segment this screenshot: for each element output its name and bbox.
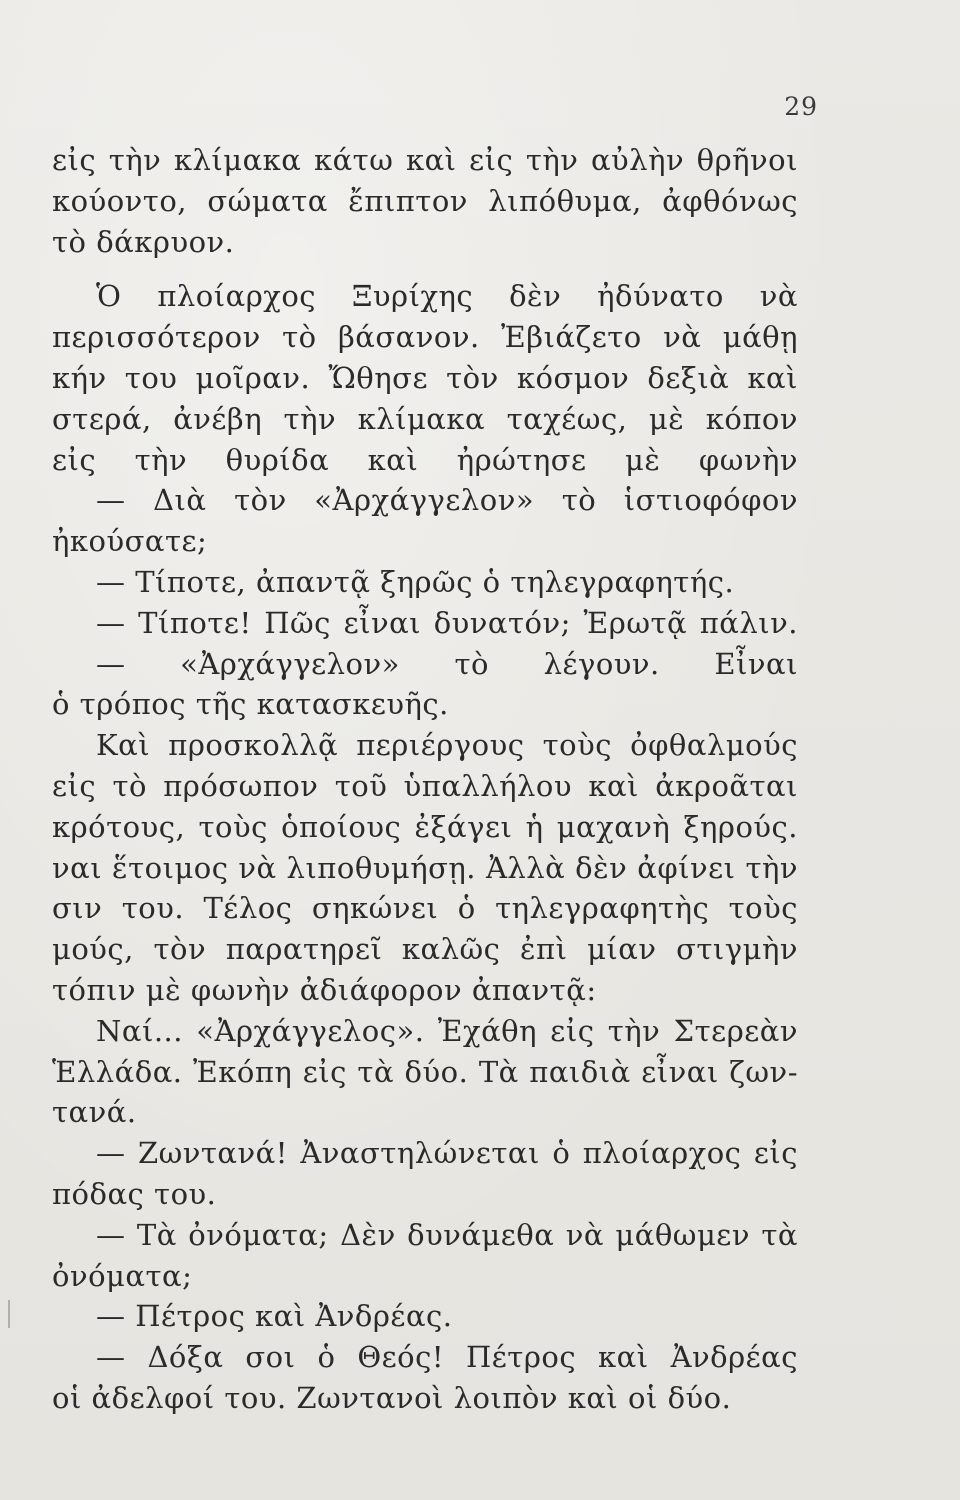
margin-mark [8,1300,10,1328]
text-line: πόδας του. [52,1176,217,1211]
text-line: κρότους, τοὺς ὁποίους ἐξάγει ἡ μαχανὴ ξηρούς. [52,809,798,844]
text-line: — «Ἀρχάγγελον» τὸ λέγουν. Εἶναι [96,646,798,681]
text-line: κούοντο, σώματα ἔπιπτον λιπόθυμα, ἀφθόνως [52,183,798,218]
text-line: ἠκούσατε; [52,524,208,559]
text-line: Ἑλλάδα. Ἐκόπη εἰς τὰ δύο. Τὰ παιδιὰ εἶναι ζων- [52,1054,798,1089]
text-line: εἰς τὴν θυρίδα καὶ ἠρώτησε μὲ φωνὴν [52,442,798,477]
page-number: 29 [784,92,818,121]
text-line: — Τίποτε! Πῶς εἶναι δυνατόν; Ἐρωτᾷ πάλιν. [96,605,798,640]
text-line: ὀνόματα; [52,1258,193,1293]
text-line: τὸ δάκρυον. [52,224,235,259]
text-line: — Ζωντανά! Ἀναστηλώνεται ὁ πλοίαρχος εἰς [96,1136,798,1171]
text-line: οἱ ἀδελφοί του. Ζωντανοὶ λοιπὸν καὶ οἱ δύο. [52,1380,732,1415]
text-line: Καὶ προσκολλᾷ περιέργους τοὺς ὀφθαλμούς [96,728,798,763]
text-line: σιν του. Τέλος σηκώνει ὁ τηλεγραφητὴς τοὺς [52,891,798,926]
text-line: τόπιν μὲ φωνὴν ἀδιάφορον ἀπαντᾷ: [52,972,597,1007]
text-line: Ναί... «Ἀρχάγγελος». Ἐχάθη εἰς τὴν Στερεὰν [96,1013,798,1048]
text-line: τανά. [52,1095,137,1130]
text-line: — Τὰ ὀνόματα; Δὲν δυνάμεθα νὰ μάθωμεν τὰ [96,1217,798,1252]
text-line: — Δόξα σοι ὁ Θεός! Πέτρος καὶ Ἀνδρέας [96,1340,798,1375]
text-line: — Πέτρος καὶ Ἀνδρέας. [96,1299,453,1334]
text-line: — Τίποτε, ἀπαντᾷ ξηρῶς ὁ τηλεγραφητής. [96,564,735,599]
text-line: περισσότερον τὸ βάσανον. Ἐβιάζετο νὰ μάθῃ [52,320,798,355]
text-line: στερά, ἀνέβη τὴν κλίμακα ταχέως, μὲ κόπον [52,401,798,436]
text-line: μούς, τὸν παρατηρεῖ καλῶς ἐπὶ μίαν στιγμὴν [52,932,798,967]
text-line: κήν του μοῖραν. Ὤθησε τὸν κόσμον δεξιὰ καὶ [52,360,798,395]
text-line: ὁ τρόπος τῆς κατασκευῆς. [52,687,449,722]
body-text [52,140,798,1419]
text-line: ναι ἕτοιμος νὰ λιποθυμήσῃ. Ἀλλὰ δὲν ἀφίνει τὴν [52,850,798,885]
text-line: Ὁ πλοίαρχος Ξυρίχης δὲν ἠδύνατο νὰ [96,279,798,314]
text-line: εἰς τὸ πρόσωπον τοῦ ὑπαλλήλου καὶ ἀκροᾶται [52,768,798,803]
text-line: — Διὰ τὸν «Ἀρχάγγελον» τὸ ἱστιοφόφον [96,483,798,518]
text-line: εἰς τὴν κλίμακα κάτω καὶ εἰς τὴν αὐλὴν θρῆνοι [52,143,798,177]
